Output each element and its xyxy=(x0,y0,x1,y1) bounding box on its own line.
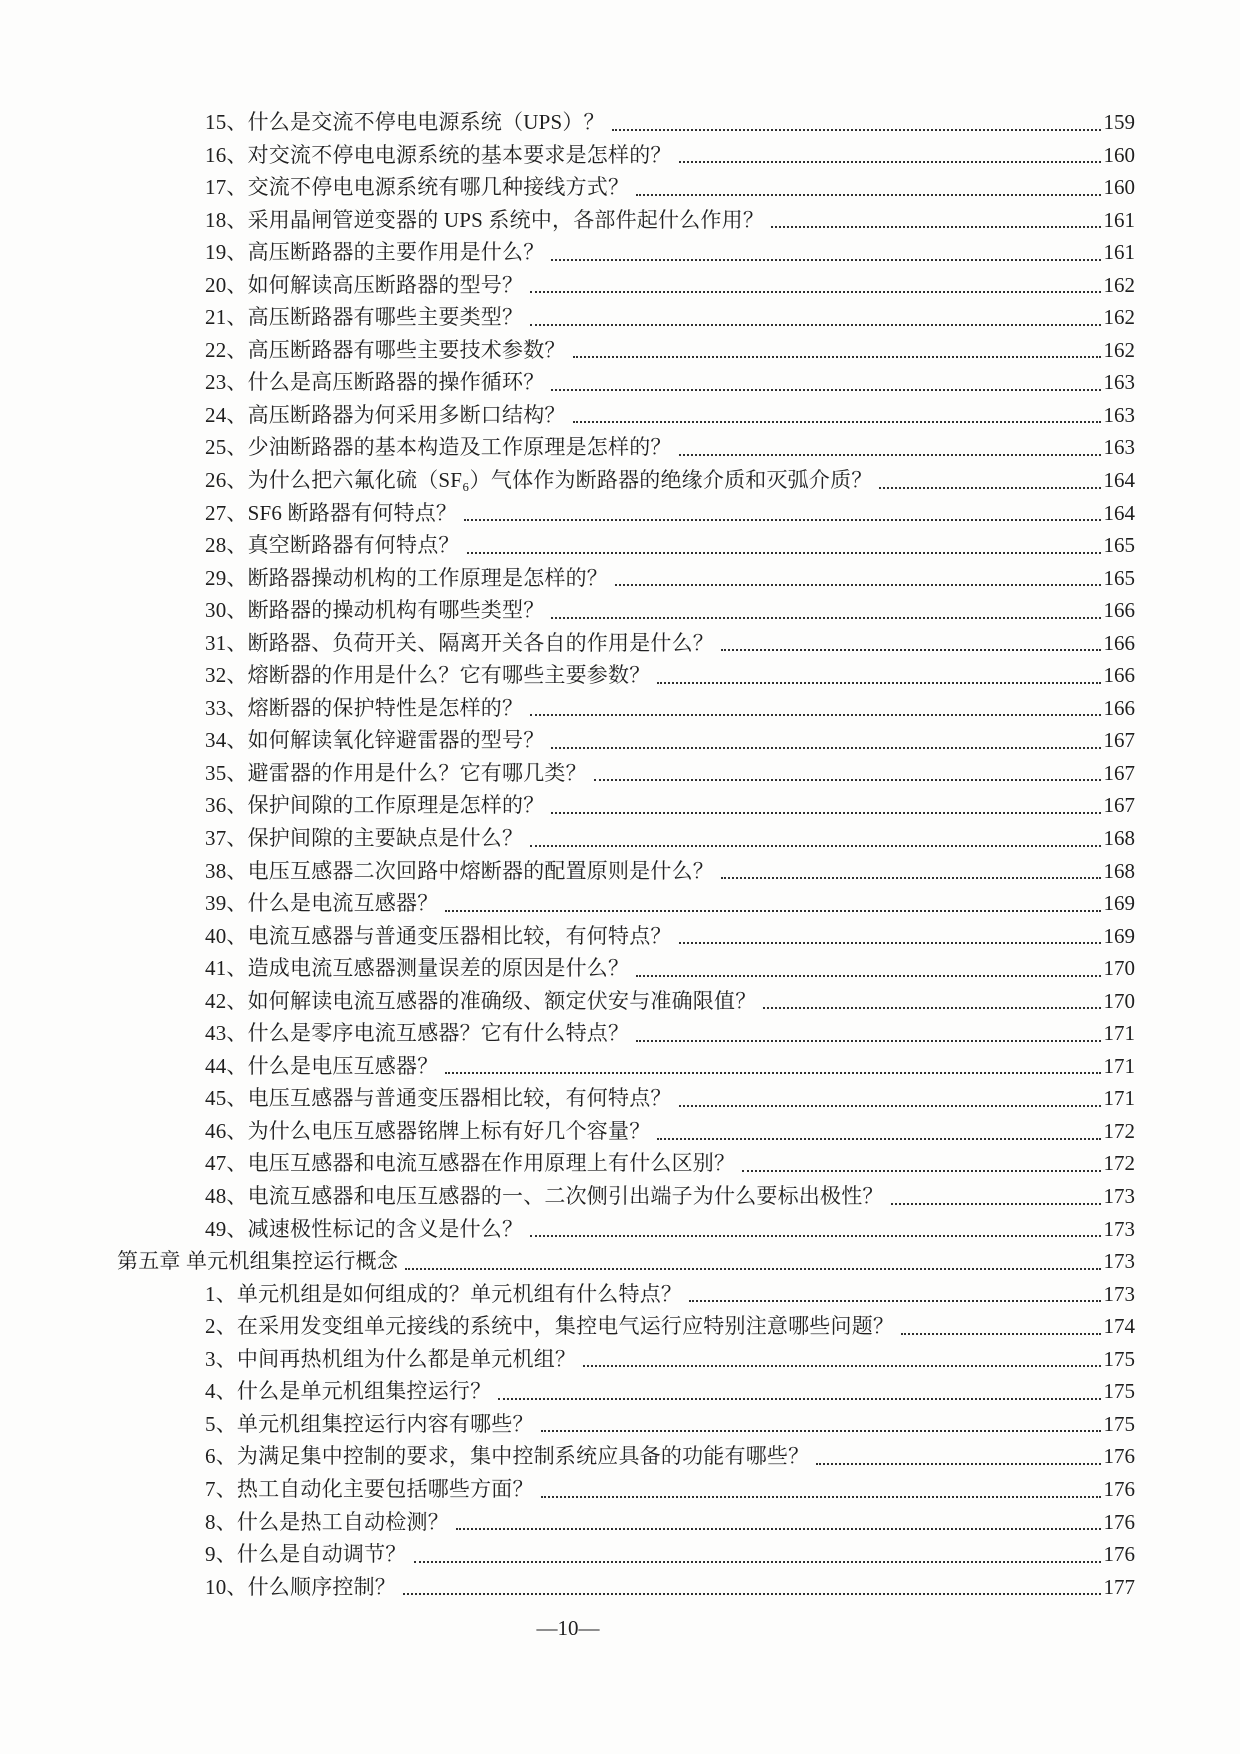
toc-entry-page-number: 172 xyxy=(1103,1151,1135,1176)
toc-entry-label: 48、电流互感器和电压互感器的一、二次侧引出端子为什么要标出极性？ xyxy=(205,1184,884,1209)
toc-entry-label: 25、少油断路器的基本构造及工作原理是怎样的？ xyxy=(205,435,672,460)
toc-item-entry xyxy=(117,1278,1135,1311)
toc-item-entry xyxy=(117,366,1135,399)
toc-item-entry xyxy=(117,562,1135,595)
toc-entry-page-number: 165 xyxy=(1103,565,1135,590)
toc-item-entry xyxy=(117,1082,1135,1115)
toc-entry-label: 46、为什么电压互感器铭牌上标有好几个容量？ xyxy=(205,1118,651,1143)
toc-entry-page-number: 161 xyxy=(1103,207,1135,232)
toc-item-entry xyxy=(117,431,1135,464)
toc-entry-page-number: 164 xyxy=(1103,500,1135,525)
toc-item-entry xyxy=(117,529,1135,562)
toc-entry-label: 16、对交流不停电电源系统的基本要求是怎样的？ xyxy=(205,142,672,167)
toc-entry-page-number: 171 xyxy=(1103,1053,1135,1078)
dot-leader xyxy=(445,910,1100,912)
dot-leader xyxy=(679,161,1101,163)
toc-item-entry xyxy=(117,106,1135,139)
toc-item-entry xyxy=(117,887,1135,920)
dot-leader xyxy=(530,324,1100,326)
table-of-contents xyxy=(117,106,1135,1603)
toc-entry-page-number: 166 xyxy=(1103,663,1135,688)
toc-entry-page-number: 171 xyxy=(1103,1021,1135,1046)
toc-entry-label: 2、在采用发变组单元接线的系统中，集控电气运行应特别注意哪些问题？ xyxy=(205,1314,895,1339)
toc-item-entry xyxy=(117,464,1135,497)
page-number-footer: —10— xyxy=(536,1616,600,1640)
toc-entry-label: 10、什么顺序控制？ xyxy=(205,1574,396,1599)
toc-entry-page-number: 175 xyxy=(1103,1346,1135,1371)
toc-item-entry xyxy=(117,659,1135,692)
dot-leader xyxy=(530,291,1100,293)
dot-leader xyxy=(530,845,1100,847)
toc-item-entry xyxy=(117,139,1135,172)
toc-entry-page-number: 176 xyxy=(1103,1476,1135,1501)
toc-item-entry xyxy=(117,1017,1135,1050)
toc-entry-label: 32、熔断器的作用是什么？它有哪些主要参数？ xyxy=(205,663,651,688)
toc-entry-page-number: 163 xyxy=(1103,435,1135,460)
toc-entry-page-number: 169 xyxy=(1103,923,1135,948)
dot-leader xyxy=(742,1170,1100,1172)
toc-entry-label: 22、高压断路器有哪些主要技术参数？ xyxy=(205,337,566,362)
toc-item-entry xyxy=(117,1310,1135,1343)
toc-item-entry xyxy=(117,1473,1135,1506)
toc-entry-page-number: 170 xyxy=(1103,956,1135,981)
dot-leader xyxy=(679,942,1101,944)
toc-entry-label: 5、单元机组集控运行内容有哪些？ xyxy=(205,1411,534,1436)
dot-leader xyxy=(551,259,1100,261)
toc-entry-page-number: 176 xyxy=(1103,1542,1135,1567)
toc-entry-label: 4、什么是单元机组集控运行？ xyxy=(205,1379,492,1404)
toc-entry-page-number: 173 xyxy=(1103,1216,1135,1241)
dot-leader xyxy=(530,714,1100,716)
toc-item-entry xyxy=(117,1571,1135,1604)
toc-entry-page-number: 176 xyxy=(1103,1444,1135,1469)
toc-item-entry xyxy=(117,1440,1135,1473)
toc-entry-page-number: 167 xyxy=(1103,793,1135,818)
toc-item-entry xyxy=(117,855,1135,888)
toc-entry-label: 31、断路器、负荷开关、隔离开关各自的作用是什么？ xyxy=(205,630,714,655)
toc-entry-label: 44、什么是电压互感器？ xyxy=(205,1053,439,1078)
toc-entry-label: 17、交流不停电电源系统有哪几种接线方式？ xyxy=(205,175,630,200)
toc-item-entry xyxy=(117,236,1135,269)
toc-item-entry xyxy=(117,1343,1135,1376)
dot-leader xyxy=(551,617,1100,619)
dot-leader xyxy=(612,129,1101,131)
toc-entry-page-number: 163 xyxy=(1103,370,1135,395)
toc-entry-page-number: 169 xyxy=(1103,891,1135,916)
dot-leader xyxy=(763,1007,1100,1009)
toc-item-entry xyxy=(117,789,1135,822)
toc-entry-page-number: 170 xyxy=(1103,988,1135,1013)
dot-leader xyxy=(530,1235,1100,1237)
dot-leader xyxy=(771,226,1100,228)
toc-item-entry xyxy=(117,724,1135,757)
toc-item-entry xyxy=(117,1375,1135,1408)
toc-entry-page-number: 162 xyxy=(1103,305,1135,330)
toc-entry-page-number: 168 xyxy=(1103,858,1135,883)
toc-entry-label: 34、如何解读氧化锌避雷器的型号？ xyxy=(205,728,545,753)
toc-entry-label: 27、SF6 断路器有何特点？ xyxy=(205,500,458,525)
toc-entry-label: 38、电压互感器二次回路中熔断器的配置原则是什么？ xyxy=(205,858,714,883)
toc-entry-page-number: 177 xyxy=(1103,1574,1135,1599)
toc-entry-label: 33、熔断器的保护特性是怎样的？ xyxy=(205,695,524,720)
toc-entry-page-number: 176 xyxy=(1103,1509,1135,1534)
dot-leader xyxy=(657,1138,1100,1140)
toc-item-entry xyxy=(117,594,1135,627)
dot-leader xyxy=(541,1430,1101,1432)
toc-entry-label: 49、减速极性标记的含义是什么？ xyxy=(205,1216,524,1241)
toc-entry-label: 6、为满足集中控制的要求，集中控制系统应具备的功能有哪些？ xyxy=(205,1444,810,1469)
toc-entry-label: 36、保护间隙的工作原理是怎样的？ xyxy=(205,793,545,818)
dot-leader xyxy=(467,552,1101,554)
toc-entry-label: 8、什么是热工自动检测？ xyxy=(205,1509,449,1534)
dot-leader xyxy=(464,519,1100,521)
dot-leader xyxy=(594,779,1101,781)
toc-entry-label: 47、电压互感器和电流互感器在作用原理上有什么区别？ xyxy=(205,1151,736,1176)
toc-chapter-entry xyxy=(117,1245,1135,1278)
toc-entry-page-number: 159 xyxy=(1103,109,1135,134)
toc-item-entry xyxy=(117,822,1135,855)
toc-entry-label: 39、什么是电流互感器？ xyxy=(205,891,439,916)
toc-item-entry xyxy=(117,1180,1135,1213)
toc-entry-label: 20、如何解读高压断路器的型号？ xyxy=(205,272,524,297)
toc-entry-page-number: 171 xyxy=(1103,1086,1135,1111)
toc-entry-label: 41、造成电流互感器测量误差的原因是什么？ xyxy=(205,956,630,981)
dot-leader xyxy=(573,356,1101,358)
toc-entry-label: 第五章 单元机组集控运行概念 xyxy=(117,1249,399,1274)
toc-entry-label: 24、高压断路器为何采用多断口结构？ xyxy=(205,402,566,427)
toc-item-entry xyxy=(117,952,1135,985)
toc-item-entry xyxy=(117,171,1135,204)
toc-entry-label: 28、真空断路器有何特点？ xyxy=(205,533,460,558)
toc-item-entry xyxy=(117,757,1135,790)
toc-item-entry xyxy=(117,399,1135,432)
toc-entry-page-number: 172 xyxy=(1103,1118,1135,1143)
dot-leader xyxy=(721,877,1101,879)
dot-leader xyxy=(657,682,1100,684)
dot-leader xyxy=(679,454,1101,456)
dot-leader xyxy=(405,1268,1100,1270)
toc-entry-label: 29、断路器操动机构的工作原理是怎样的？ xyxy=(205,565,608,590)
dot-leader xyxy=(636,1040,1100,1042)
toc-item-entry xyxy=(117,627,1135,660)
toc-entry-label: 43、什么是零序电流互感器？它有什么特点？ xyxy=(205,1021,630,1046)
toc-entry-page-number: 173 xyxy=(1103,1184,1135,1209)
toc-entry-page-number: 161 xyxy=(1103,240,1135,265)
dot-leader xyxy=(615,584,1101,586)
toc-entry-page-number: 175 xyxy=(1103,1379,1135,1404)
dot-leader xyxy=(498,1398,1100,1400)
toc-entry-label: 19、高压断路器的主要作用是什么？ xyxy=(205,240,545,265)
toc-entry-label: 15、什么是交流不停电电源系统（UPS）？ xyxy=(205,109,605,134)
toc-item-entry xyxy=(117,1213,1135,1246)
toc-entry-label: 30、断路器的操动机构有哪些类型？ xyxy=(205,598,545,623)
dot-leader xyxy=(901,1333,1100,1335)
toc-item-entry xyxy=(117,334,1135,367)
toc-entry-label: 26、为什么把六氟化硫（SF₆）气体作为断路器的绝缘介质和灭弧介质？ xyxy=(205,468,873,492)
toc-item-entry xyxy=(117,1115,1135,1148)
toc-entry-page-number: 160 xyxy=(1103,142,1135,167)
toc-entry-label: 45、电压互感器与普通变压器相比较，有何特点？ xyxy=(205,1086,672,1111)
toc-item-entry xyxy=(117,1148,1135,1181)
dot-leader xyxy=(456,1528,1101,1530)
toc-entry-page-number: 174 xyxy=(1103,1314,1135,1339)
dot-leader xyxy=(551,747,1100,749)
dot-leader xyxy=(636,975,1100,977)
toc-entry-label: 37、保护间隙的主要缺点是什么？ xyxy=(205,826,524,851)
toc-item-entry xyxy=(117,985,1135,1018)
dot-leader xyxy=(679,1105,1101,1107)
dot-leader xyxy=(445,1072,1100,1074)
toc-entry-page-number: 173 xyxy=(1103,1249,1135,1274)
toc-entry-page-number: 164 xyxy=(1103,468,1135,492)
dot-leader xyxy=(689,1300,1100,1302)
toc-entry-label: 9、什么是自动调节？ xyxy=(205,1542,407,1567)
toc-item-entry xyxy=(117,301,1135,334)
dot-leader xyxy=(879,487,1100,489)
toc-item-entry xyxy=(117,1408,1135,1441)
toc-entry-page-number: 165 xyxy=(1103,533,1135,558)
dot-leader xyxy=(541,1496,1101,1498)
toc-entry-label: 3、中间再热机组为什么都是单元机组？ xyxy=(205,1346,577,1371)
toc-entry-page-number: 175 xyxy=(1103,1411,1135,1436)
dot-leader xyxy=(721,649,1101,651)
toc-entry-label: 1、单元机组是如何组成的？单元机组有什么特点？ xyxy=(205,1281,683,1306)
dot-leader xyxy=(551,389,1100,391)
toc-entry-page-number: 166 xyxy=(1103,598,1135,623)
toc-entry-page-number: 162 xyxy=(1103,337,1135,362)
toc-entry-page-number: 167 xyxy=(1103,760,1135,785)
toc-entry-page-number: 162 xyxy=(1103,272,1135,297)
toc-entry-page-number: 173 xyxy=(1103,1281,1135,1306)
dot-leader xyxy=(891,1203,1101,1205)
dot-leader xyxy=(403,1593,1101,1595)
toc-item-entry xyxy=(117,692,1135,725)
toc-item-entry xyxy=(117,1538,1135,1571)
toc-item-entry xyxy=(117,1506,1135,1539)
toc-entry-page-number: 167 xyxy=(1103,728,1135,753)
toc-item-entry xyxy=(117,1050,1135,1083)
toc-entry-page-number: 166 xyxy=(1103,695,1135,720)
toc-entry-label: 40、电流互感器与普通变压器相比较，有何特点？ xyxy=(205,923,672,948)
toc-item-entry xyxy=(117,269,1135,302)
toc-entry-page-number: 166 xyxy=(1103,630,1135,655)
toc-entry-page-number: 160 xyxy=(1103,175,1135,200)
toc-entry-page-number: 163 xyxy=(1103,402,1135,427)
dot-leader xyxy=(583,1365,1100,1367)
toc-item-entry xyxy=(117,497,1135,530)
toc-entry-label: 21、高压断路器有哪些主要类型？ xyxy=(205,305,524,330)
toc-entry-label: 35、避雷器的作用是什么？它有哪几类？ xyxy=(205,760,587,785)
toc-item-entry xyxy=(117,920,1135,953)
toc-entry-label: 23、什么是高压断路器的操作循环？ xyxy=(205,370,545,395)
dot-leader xyxy=(573,421,1101,423)
dot-leader xyxy=(636,194,1100,196)
toc-entry-page-number: 168 xyxy=(1103,826,1135,851)
toc-entry-label: 42、如何解读电流互感器的准确级、额定伏安与准确限值？ xyxy=(205,988,757,1013)
toc-item-entry xyxy=(117,204,1135,237)
dot-leader xyxy=(551,812,1100,814)
dot-leader xyxy=(414,1561,1101,1563)
toc-entry-label: 18、采用晶闸管逆变器的 UPS 系统中，各部件起什么作用？ xyxy=(205,207,765,232)
toc-entry-label: 7、热工自动化主要包括哪些方面？ xyxy=(205,1476,534,1501)
dot-leader xyxy=(816,1463,1100,1465)
